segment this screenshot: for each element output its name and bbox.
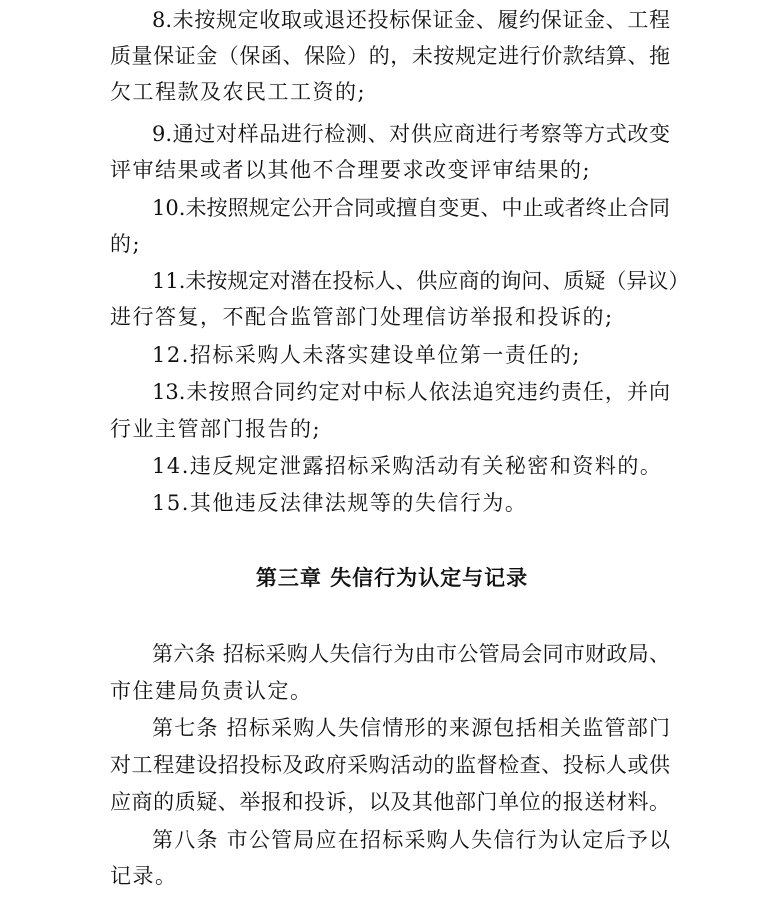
item-9-line-2: 评审结果或者以其他不合理要求改变评审结果的; [110, 158, 592, 182]
item-13-line-1: 13.未按照合同约定对中标人依法追究违约责任，并向 [152, 380, 670, 404]
article-6-line-1: 第六条 招标采购人失信行为由市公管局会同市财政局、 [152, 642, 670, 666]
item-8-line-1: 8.未按规定收取或退还投标保证金、履约保证金、工程 [152, 8, 670, 32]
item-8-line-2: 质量保证金（保函、保险）的，未按规定进行价款结算、拖 [110, 44, 670, 68]
article-6-line-2: 市住建局负责认定。 [110, 679, 313, 703]
item-8-line-3: 欠工程款及农民工工资的; [110, 80, 367, 104]
chapter-title: 第三章 失信行为认定与记录 [255, 566, 529, 590]
article-8-line-1: 第八条 市公管局应在招标采购人失信行为认定后予以 [152, 828, 670, 852]
item-11-line-1: 11.未按规定对潜在投标人、供应商的询问、质疑（异议） [152, 269, 690, 293]
article-7-line-2: 对工程建设招投标及政府采购活动的监督检查、投标人或供 [110, 753, 670, 777]
article-8-line-2: 记录。 [110, 864, 178, 888]
item-14-line-1: 14.违反规定泄露招标采购活动有关秘密和资料的。 [152, 454, 663, 478]
item-10-line-1: 10.未按照规定公开合同或擅自变更、中止或者终止合同 [152, 196, 670, 220]
item-13-line-2: 行业主管部门报告的; [110, 417, 322, 441]
item-15-line-1: 15.其他违反法律法规等的失信行为。 [152, 491, 528, 515]
item-10-line-2: 的; [110, 232, 142, 256]
item-11-line-2: 进行答复，不配合监管部门处理信访举报和投诉的; [110, 305, 614, 329]
item-9-line-1: 9.通过对样品进行检测、对供应商进行考察等方式改变 [152, 122, 670, 146]
article-7-line-1: 第七条 招标采购人失信情形的来源包括相关监管部门 [152, 716, 670, 740]
item-12-line-1: 12.招标采购人未落实建设单位第一责任的; [152, 343, 581, 367]
article-7-line-3: 应商的质疑、举报和投诉，以及其他部门单位的报送材料。 [110, 790, 670, 814]
